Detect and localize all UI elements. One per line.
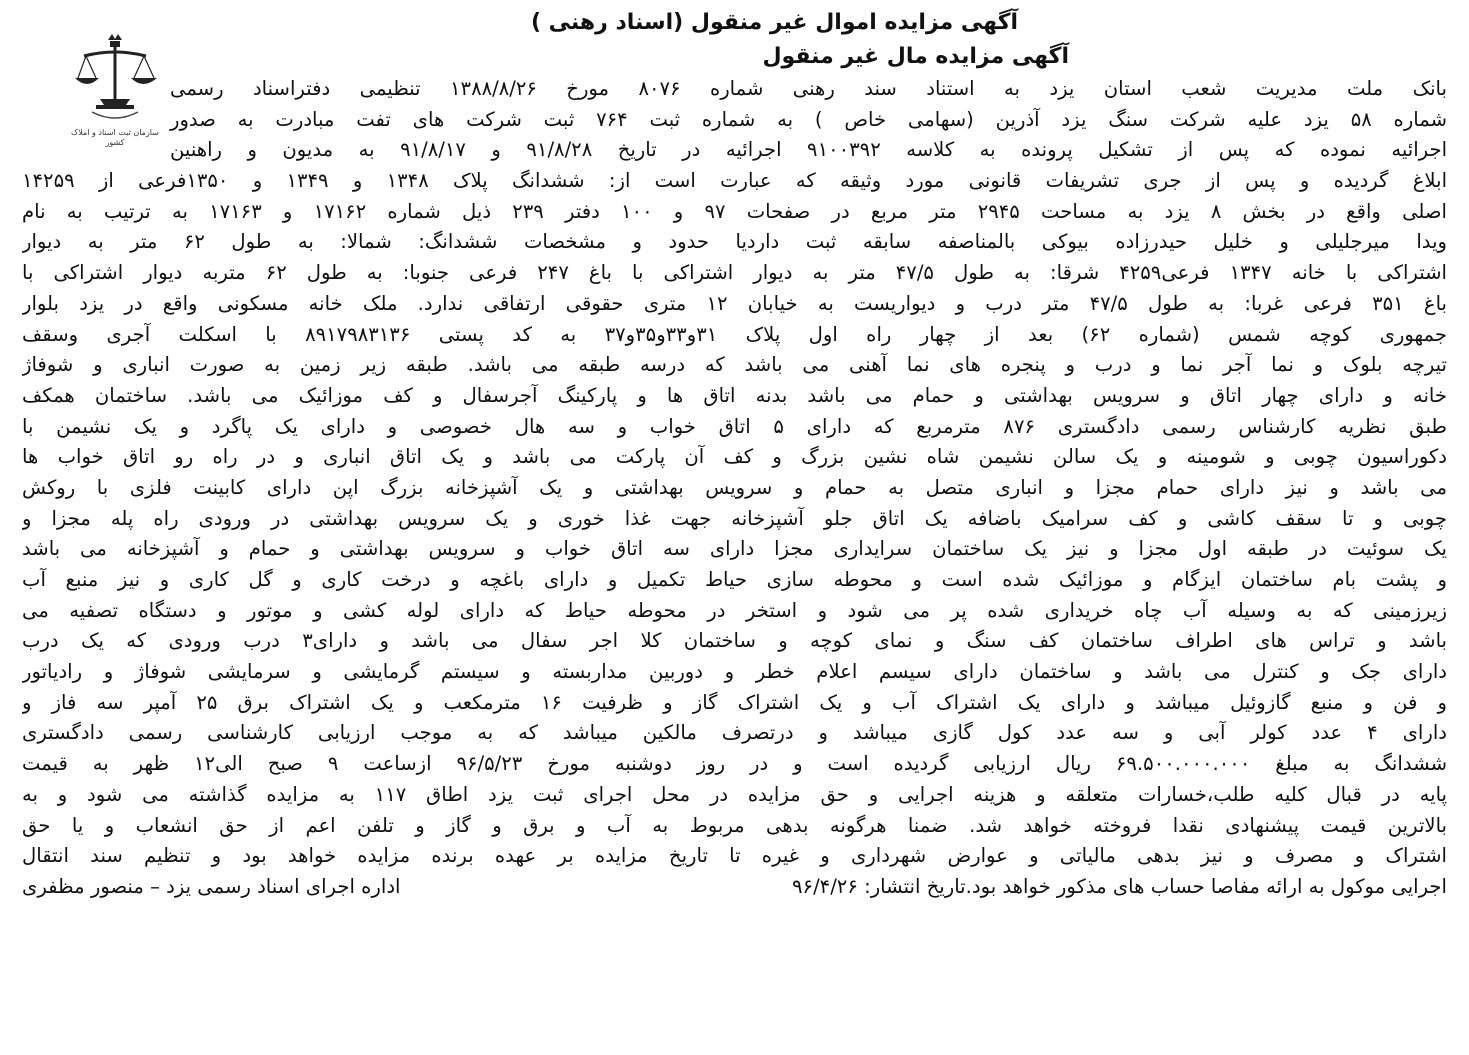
body-line: خانه و دارای چهار اتاق و سرویس بهداشتی و حمام می باشد بدنه اتاق ها و پارکینگ آجرسفال و کف موزائیک می باشد. ساختمان همکف — [22, 383, 1447, 407]
scales-of-justice-icon — [70, 32, 160, 127]
body-line: بانک ملت مدیریت شعب استان یزد به استناد سند رهنی شماره ۸۰۷۶ مورخ ۱۳۸۸/۸/۲۶ تنظیمی دفتراسناد رسمی — [170, 77, 1447, 100]
body-line: شماره ۵۸ یزد علیه شرکت سنگ یزد آذرین (سهامی خاص ) به شماره ثبت ۷۶۴ ثبت شرکت های تفت مبادرت به صدور — [170, 107, 1447, 131]
body-line: تیرچه بلوک و نما آجر نما و درب و پنجره های نما آهنی می باشد که درسه طبقه می باشد. طبقه زیر زمین به صورت انباری و شوفاژ — [22, 353, 1447, 377]
signature: اداره اجرای اسناد رسمی یزد – منصور مظفری — [22, 874, 401, 898]
footer-line — [22, 872, 1447, 903]
body-line: ابلاغ گردیده و پس از جری تشریفات قانونی مورد وثیقه که عبارت است از: ششدانگ پلاک ۱۳۴۸ و ۱۳۴۹ و ۱۳۵۰فرعی از ۱۴۲۵۹ — [22, 169, 1447, 193]
body-line: و فن و منبع گازوئیل میباشد و دارای یک اشتراک آب و یک اشتراک گاز و ظرفیت ۱۶ مترمکعب و یک اشتراک برق ۲۵ آمپر سه فاز و — [22, 690, 1447, 714]
notice-body — [22, 74, 1447, 903]
body-line: بالاترین قیمت پیشنهادی نقدا فروخته خواهد شد. ضمنا هرگونه بدهی مربوط به آب و برق و گاز و تلفن اعم از حق انشعاب و یا حق — [22, 813, 1447, 837]
body-line: باشد و تراس های اطراف ساختمان کف سنگ و نمای کوچه و ساختمان کلا اجر سفال می باشد و دارای۳ درب ورودی که یک درب — [22, 629, 1447, 653]
body-line: چوبی و تا سقف کاشی و کف سرامیک باضافه یک اتاق جلو آشپزخانه جهت غذا خوری و یک سرویس بهداشتی در ورودی راه پله مجزا و — [22, 506, 1447, 530]
body-line: می باشد و نیز دارای حمام مجزا و انباری متصل به حمام و سرویس بهداشتی و یک آشپزخانه بزرگ اپن دارای کابینت فلزی با روکش — [22, 475, 1447, 499]
body-line: یک سوئیت در طبقه اول مجزا و نیز یک ساختمان سرایداری مجزا دارای سه اتاق خواب و سرویس بهداشتی و حمام و آشپزخانه می باشد — [22, 537, 1447, 561]
body-line: باغ ۳۵۱ فرعی غربا: به طول ۴۷/۵ متر درب و دیواریست به خیابان ۱۲ متری حقوقی ارتفاقی ندارد. ملک خانه مسکونی واقع در یزد بلوار — [22, 291, 1447, 315]
body-line: اجرائیه نموده که پس از تشکیل پرونده به کلاسه ۹۱۰۰۳۹۲ اجرائیه در تاریخ ۹۱/۸/۲۸ و ۹۱/۸/۱۷ به مدیون و راهنین — [170, 138, 1447, 162]
body-line: طبق نظریه کارشناس رسمی دادگستری ۸۷۶ مترمربع که دارای ۵ اتاق خواب و سه هال خصوصی و دارای یک پاگرد و یک نشیمن با — [22, 414, 1447, 438]
body-line: دارای جک و کنترل می باشد و ساختمان دارای سیسم اعلام خطر و دوربین مداربسته و سیستم گرمایشی و سرمایشی شوفاژ و رادیاتور — [22, 660, 1447, 684]
body-line: جمهوری کوچه شمس (شماره ۶۲) بعد از چهار راه اول پلاک ۳۱و۳۳و۳۵و۳۷ به کد پستی ۸۹۱۷۹۸۳۱۳۶ با اسکلت آجری وسقف — [22, 322, 1447, 346]
logo-caption: سازمان ثبت اسناد و املاک کشور — [71, 128, 159, 147]
body-line: پایه در قبال کلیه طلب،خسارات متعلقه و هزینه اجرایی و حق مزایده در محل اجرای ثبت یزد اطاق ۱۱۷ به مزایده گذاشته می شود و به — [22, 782, 1447, 806]
body-line: ششدانگ به مبلغ ۶۹.۵۰۰.۰۰۰.۰۰۰ ریال ارزیابی گردیده است و در روز دوشنبه مورخ ۹۶/۵/۲۳ ازساعت ۹ صبح الی۱۲ ظهر به قیمت — [22, 752, 1447, 776]
publication-date-text: اجرایی موکول به ارائه مفاصا حساب های مذکور خواهد بود.تاریخ انتشار: ۹۶/۴/۲۶ — [792, 874, 1447, 898]
body-line: اشتراکی با خانه ۱۳۴۷ فرعی۴۲۵۹ شرقا: به طول ۴۷/۵ متر به دیوار اشتراکی با باغ ۲۴۷ فرعی جنوبا: به طول ۶۲ متربه دیوار اشتراکی با — [22, 261, 1447, 285]
body-line: دکوراسیون چوبی و شومینه و یک سالن نشیمن شاه نشین بزرگ و کف آن پارکت می باشد و یک اتاق انباری و در راه رو اتاق خواب ها — [22, 445, 1447, 469]
body-line: زیرزمینی که به وسیله آب چاه خریداری شده پر می شود و استخر در محوطه حیاط که دارای لوله کشی و موتور و دستگاه تصفیه می — [22, 598, 1447, 622]
registry-logo — [70, 32, 160, 147]
body-line: اشتراک و مصرف و نیز بدهی مالیاتی و عوارض شهرداری و غیره تا تاریخ مزایده بر عهده برنده مزایده خواهد بود و تنظیم سند انتقال — [22, 844, 1447, 868]
body-line: دارای ۴ عدد کولر آبی و سه عدد کول گازی میباشد و درتصرف مالکین میباشد که به موجب ارزیابی کارشناسی رسمی دادگستری — [22, 721, 1447, 745]
body-line: ویدا میرجلیلی و خلیل حیدرزاده بیوکی بالمناصفه سابقه ثبت داردیا حدود و مشخصات ششدانگ: شمالا: به طول ۶۲ متر به دیوار — [22, 230, 1447, 254]
body-line: اصلی واقع در بخش ۸ یزد به مساحت ۲۹۴۵ متر مربع در صفحات ۹۷ و ۱۰۰ دفتر ۲۳۹ ذیل شماره ۱۷۱۶۲ و ۱۷۱۶۳ به ترتیب به نام — [22, 199, 1447, 223]
notice-subtitle: آگهی مزایده مال غیر منقول — [762, 44, 1069, 69]
notice-title: آگهی مزایده اموال غیر منقول (اسناد رهنی ) — [530, 10, 1019, 35]
body-line: و پشت بام ساختمان ایزگام و موزائیک شده است و محوطه سازی حیاط تکمیل و دارای باغچه و درخت کاری و گل کاری و نیز منبع آب — [22, 568, 1447, 591]
